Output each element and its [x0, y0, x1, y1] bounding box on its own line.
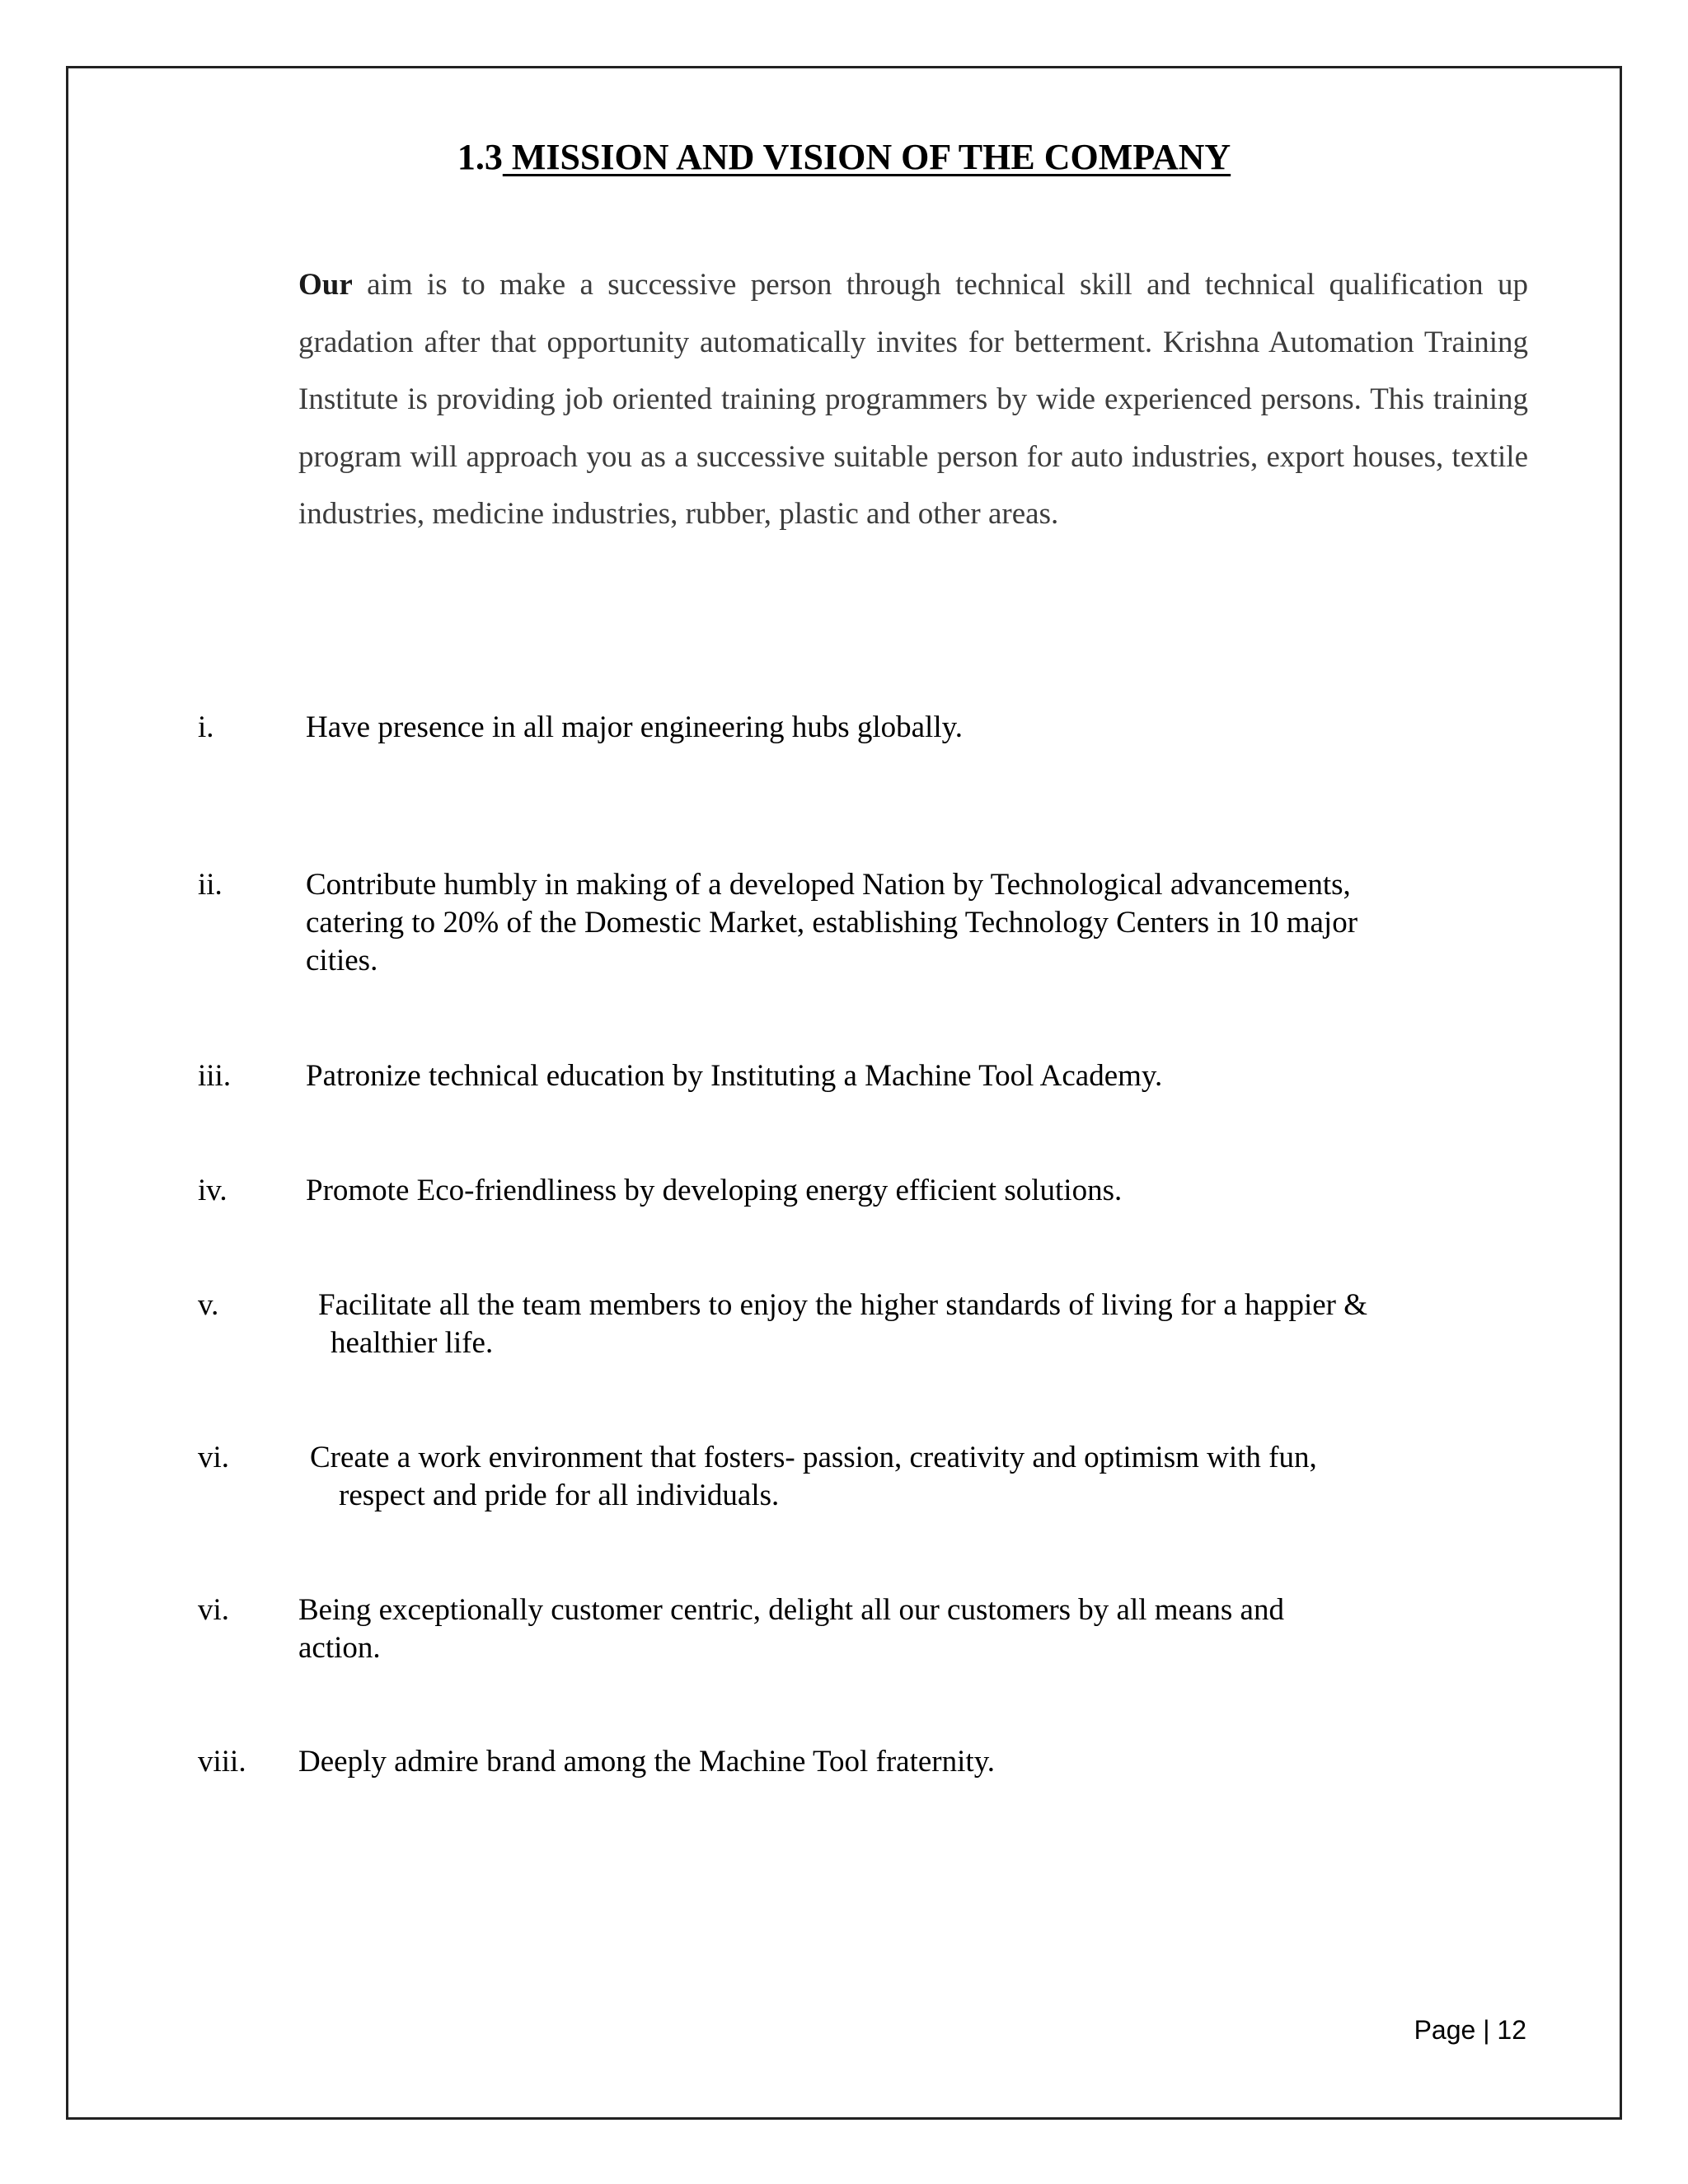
list-item	[198, 1743, 1533, 1781]
list-item-number: iii.	[198, 1059, 232, 1093]
intro-paragraph	[298, 256, 1528, 543]
section-heading	[0, 134, 1688, 180]
list-item-text: Patronize technical education by Instituting a Machine Tool Academy.	[306, 1059, 1163, 1093]
list-item-text: Facilitate all the team members to enjoy the higher standards of living for a happier &	[318, 1288, 1368, 1322]
list-item-number: vi.	[198, 1593, 230, 1627]
list-item-text: cities.	[306, 944, 378, 977]
list-item-text: Being exceptionally customer centric, delight all our customers by all means and	[298, 1593, 1284, 1627]
page-number: Page | 12	[1414, 2015, 1526, 2045]
list-item	[198, 866, 1533, 980]
list-item-text: action.	[298, 1631, 381, 1665]
list-item	[198, 1057, 1533, 1095]
list-item-number: viii.	[198, 1745, 246, 1779]
section-title: MISSION AND VISION OF THE COMPANY	[502, 137, 1231, 177]
list-item-text: Promote Eco-friendliness by developing energy efficient solutions.	[306, 1174, 1123, 1207]
list-item	[198, 1286, 1533, 1362]
list-item	[198, 709, 1533, 747]
intro-lead-word: Our	[298, 268, 353, 302]
list-item-text: catering to 20% of the Domestic Market, establishing Technology Centers in 10 major	[306, 906, 1358, 940]
list-item-text: Have presence in all major engineering hubs globally.	[306, 710, 963, 744]
list-item-text: Deeply admire brand among the Machine Tool fraternity.	[298, 1745, 996, 1779]
list-item-text: healthier life.	[331, 1326, 494, 1360]
list-item-number: iv.	[198, 1174, 227, 1207]
list-item-number: v.	[198, 1288, 219, 1322]
list-item	[198, 1172, 1533, 1210]
list-item-number: i.	[198, 710, 214, 744]
section-number: 1.3	[457, 137, 503, 177]
list-item	[198, 1591, 1533, 1667]
list-item-number: ii.	[198, 868, 223, 902]
list-item	[198, 1439, 1533, 1515]
list-item-text: respect and pride for all individuals.	[339, 1479, 780, 1512]
list-item-text: Create a work environment that fosters- passion, creativity and optimism with fun,	[310, 1441, 1317, 1474]
list-item-text: Contribute humbly in making of a developed Nation by Technological advancements,	[306, 868, 1351, 902]
intro-text: aim is to make a successive person through technical skill and technical qualification up gradation after that opportunity automatically invites for betterment. Krishna Automation Training Institute is providing job oriented training programmers by wide experienced persons. This training program will approach you as a successive suitable person for auto industries, export houses, textile industries, medicine industries, rubber, plastic and other areas.	[298, 268, 1528, 531]
list-item-number: vi.	[198, 1441, 230, 1474]
